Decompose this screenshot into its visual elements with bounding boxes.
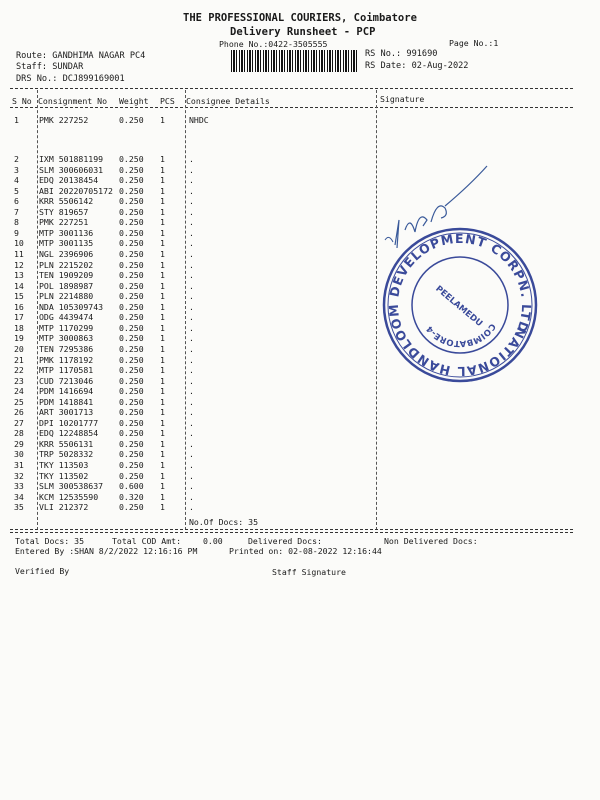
verified-by: Verified By (15, 566, 70, 576)
nhdc-stamp (380, 225, 540, 385)
col-pcs: PCS (160, 96, 175, 106)
page-number: Page No.:1 (449, 38, 499, 48)
route-label: Route: GANDHIMA NAGAR PC4 (16, 51, 146, 61)
staff-label: Staff: SUNDAR (16, 62, 84, 72)
col-sep-consignee (185, 90, 186, 530)
footer-rule-2 (10, 532, 573, 533)
header-bottom-rule (10, 107, 573, 108)
phone-number: Phone No.:0422-3505555 (219, 39, 328, 49)
stamp-outer-text: NATIONAL HANDLOOM DEVELOPMENT CORPN. LTD. (385, 230, 535, 380)
delivered-docs: Delivered Docs: (248, 536, 322, 546)
stamp-center-text: PEELAMEDU (433, 284, 485, 330)
stamp-inner-text: COIMBATORE-4 (424, 321, 498, 349)
col-sep-sno (37, 90, 38, 530)
rs-number: RS No.: 991690 (365, 49, 438, 59)
table-top-rule (10, 88, 573, 89)
footer-top-rule (10, 529, 573, 530)
total-cod-value: 0.00 (203, 536, 223, 546)
col-sep-signature (376, 90, 377, 530)
staff-signature: Staff Signature (272, 567, 346, 577)
company-name: THE PROFESSIONAL COURIERS, Coimbatore (183, 12, 417, 24)
col-sno: S No (12, 96, 32, 106)
document-title: Delivery Runsheet - PCP (230, 26, 376, 38)
col-consignee: Consignee Details (186, 96, 270, 106)
col-signature: Signature (380, 94, 425, 104)
drs-number: DRS No.: DCJ899169001 (16, 74, 125, 84)
total-cod-label: Total COD Amt: (112, 536, 182, 546)
col-consignment: Consignment No (38, 96, 108, 106)
non-delivered-docs: Non Delivered Docs: (384, 536, 478, 546)
entered-by: Entered By :SHAN 8/2/2022 12:16:16 PM (15, 546, 198, 556)
printed-on: Printed on: 02-08-2022 12:16:44 (229, 546, 382, 556)
total-docs: Total Docs: 35 (15, 536, 85, 546)
col-weight: Weight (119, 96, 149, 106)
rs-date: RS Date: 02-Aug-2022 (365, 61, 469, 71)
barcode (231, 50, 359, 72)
no-of-docs: No.Of Docs: 35 (189, 517, 259, 527)
